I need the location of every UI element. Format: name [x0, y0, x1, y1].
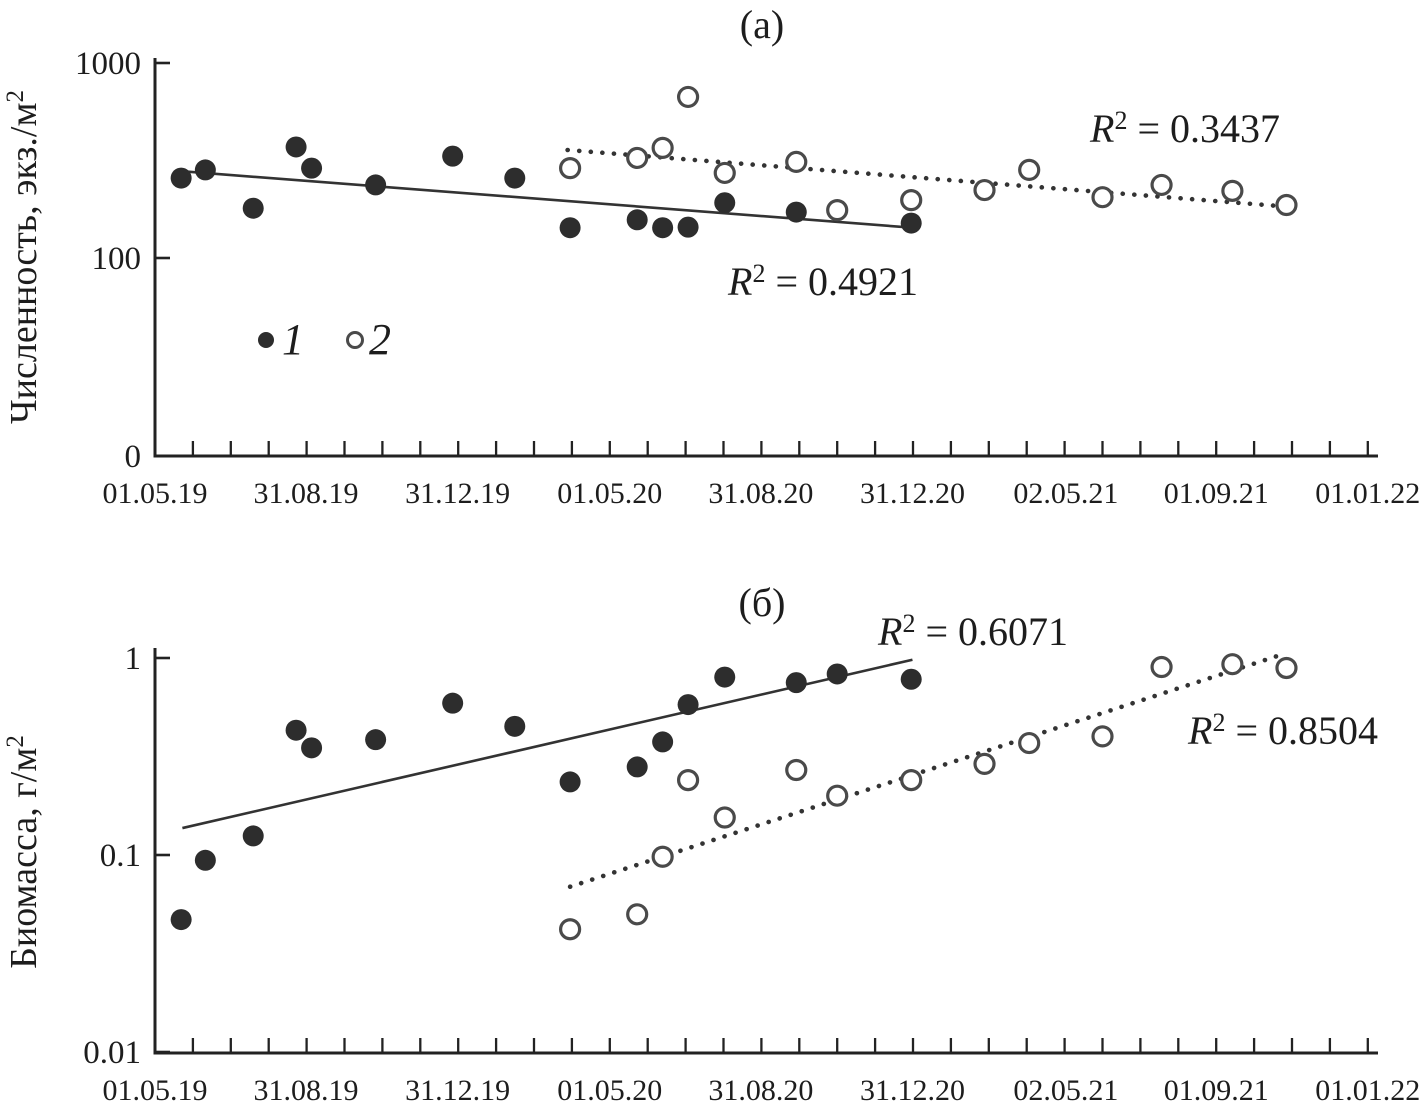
panel-a-abundance	[2, 2, 1420, 510]
data-point-open	[1093, 188, 1112, 207]
y-axis-label: Численность, $экз./м^2$	[2, 89, 45, 425]
data-point-open	[1020, 734, 1039, 753]
legend	[258, 315, 391, 364]
data-point-filled	[901, 213, 922, 234]
x-tick-label: 01.05.19	[102, 477, 208, 510]
data-point-open	[975, 754, 994, 773]
data-point-open	[1277, 195, 1296, 214]
series-1-points	[171, 663, 922, 930]
legend-marker-open	[348, 333, 363, 348]
data-point-open	[653, 847, 672, 866]
legend-marker-filled	[258, 332, 274, 348]
y-tick-label: 0	[124, 439, 141, 475]
data-point-filled	[901, 669, 922, 690]
y-tick-label: 0.1	[99, 838, 141, 874]
x-tick-label: 31.12.20	[859, 1074, 965, 1107]
legend-label-1: 1	[282, 315, 304, 364]
r2-annotation-series-2: $R^2 = 0.3437$	[1090, 106, 1280, 151]
data-point-filled	[786, 672, 807, 693]
data-point-open	[561, 159, 580, 178]
x-tick-label: 31.12.20	[859, 477, 965, 510]
data-point-open	[715, 163, 734, 182]
r2-annotation-series-1: $R^2 = 0.6071$	[878, 609, 1068, 654]
data-point-filled	[243, 198, 264, 219]
data-point-open	[1020, 160, 1039, 179]
data-point-open	[1223, 181, 1242, 200]
y-tick-label: 1000	[75, 46, 141, 82]
legend-label-2: 2	[369, 315, 391, 364]
data-point-filled	[195, 850, 216, 871]
data-point-filled	[365, 729, 386, 750]
r2-annotation-series-1: $R^2 = 0.4921$	[728, 259, 918, 304]
y-axis-label: Биомасса, $г/м^2$	[2, 735, 45, 969]
y-tick-label: 0.01	[83, 1035, 141, 1071]
data-point-open	[902, 771, 921, 790]
trend-line-series-2	[570, 655, 1279, 886]
data-point-filled	[678, 694, 699, 715]
data-point-filled	[627, 756, 648, 777]
data-point-filled	[171, 909, 192, 930]
data-point-open	[828, 786, 847, 805]
data-point-filled	[504, 716, 525, 737]
y-tick-label: 100	[91, 241, 141, 277]
x-tick-label: 01.05.20	[557, 477, 663, 510]
data-point-filled	[560, 771, 581, 792]
data-point-filled	[243, 825, 264, 846]
data-point-open	[1093, 727, 1112, 746]
data-point-open	[679, 87, 698, 106]
data-point-open	[1223, 655, 1242, 674]
data-point-open	[975, 181, 994, 200]
data-point-open	[561, 920, 580, 939]
y-tick-label: 1	[124, 641, 141, 677]
data-point-open	[1152, 175, 1171, 194]
x-tick-label: 01.01.22	[1315, 477, 1421, 510]
data-point-open	[715, 808, 734, 827]
data-point-filled	[652, 731, 673, 752]
trend-line-series-2	[568, 150, 1289, 207]
data-point-filled	[678, 217, 699, 238]
x-tick-label: 31.08.19	[253, 477, 359, 510]
series-1-points	[171, 136, 922, 238]
data-point-filled	[442, 693, 463, 714]
data-point-filled	[714, 192, 735, 213]
data-point-filled	[786, 202, 807, 223]
data-point-filled	[627, 209, 648, 230]
x-tick-label: 31.08.19	[253, 1074, 359, 1107]
x-tick-label: 01.09.21	[1163, 1074, 1269, 1107]
data-point-open	[628, 905, 647, 924]
data-point-filled	[560, 217, 581, 238]
x-ticks	[193, 441, 1368, 456]
x-tick-label: 31.12.19	[405, 477, 511, 510]
data-point-filled	[442, 146, 463, 167]
data-point-filled	[301, 158, 322, 179]
data-point-open	[787, 761, 806, 780]
panel-title: (б)	[738, 580, 786, 625]
data-point-open	[628, 148, 647, 167]
data-point-filled	[827, 663, 848, 684]
x-tick-label: 31.12.19	[405, 1074, 511, 1107]
data-point-filled	[714, 667, 735, 688]
data-point-filled	[286, 720, 307, 741]
x-tick-label: 02.05.21	[1013, 1074, 1119, 1107]
panel-b-biomass	[2, 580, 1420, 1107]
x-tick-label: 31.08.20	[708, 477, 814, 510]
data-point-filled	[504, 168, 525, 189]
data-point-open	[1277, 658, 1296, 677]
data-point-open	[902, 191, 921, 210]
x-tick-label: 01.01.22	[1315, 1074, 1421, 1107]
x-tick-label: 31.08.20	[708, 1074, 814, 1107]
data-point-open	[1152, 658, 1171, 677]
data-point-filled	[286, 136, 307, 157]
data-point-filled	[195, 159, 216, 180]
panel-title: (а)	[739, 2, 785, 47]
data-point-open	[787, 152, 806, 171]
data-point-filled	[301, 737, 322, 758]
x-tick-label: 01.05.19	[102, 1074, 208, 1107]
series-2-points	[561, 655, 1296, 939]
data-point-filled	[171, 168, 192, 189]
x-ticks	[193, 1038, 1368, 1053]
data-point-open	[828, 201, 847, 220]
r2-annotation-series-2: $R^2 = 0.8504$	[1188, 708, 1378, 753]
x-tick-label: 02.05.21	[1013, 477, 1119, 510]
data-point-open	[653, 138, 672, 157]
data-point-filled	[652, 217, 673, 238]
data-point-open	[679, 771, 698, 790]
data-point-filled	[365, 174, 386, 195]
x-tick-label: 01.05.20	[557, 1074, 663, 1107]
x-tick-label: 01.09.21	[1163, 477, 1269, 510]
